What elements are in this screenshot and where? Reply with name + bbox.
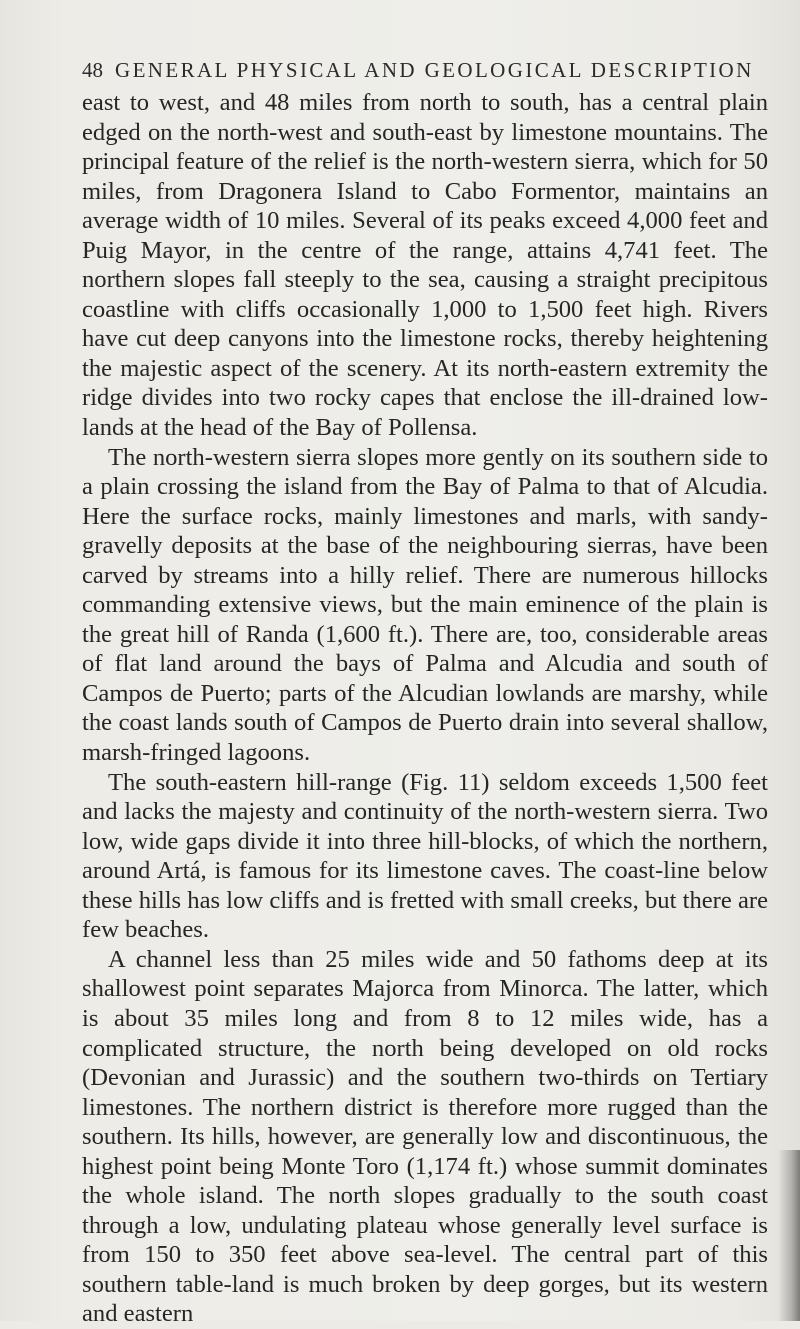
paragraph-1: east to west, and 48 miles from north to south, has a central plain edged on the north-west and south-east by limestone mountains. The principal feature of the relief is the north-western sierra, which for 50 miles, from Dragonera Island to Cabo Formentor, maintains an average width of 10 miles. Several of its peaks exceed 4,000 feet and Puig Mayor, in the centre of the range, attains 4,741 feet. The northern slopes fall steeply to the sea, causing a straight precipitous coastline with cliffs occasionally 1,000 to 1,500 feet high. Rivers have cut deep canyons into the limestone rocks, thereby heightening the majestic aspect of the scenery. At its north-eastern extremity the ridge divides into two rocky capes that enclose the ill-drained low-lands at the head of the Bay of Pollensa.	[82, 89, 768, 442]
running-head	[82, 58, 782, 83]
body-text	[82, 88, 768, 1329]
paragraph-3: The south-eastern hill-range (Fig. 11) seldom exceeds 1,500 feet and lacks the majesty and continuity of the north-western sierra. Two low, wide gaps divide it into three hill-blocks, of which the northern, around Artá, is famous for its limestone caves. The coast-line below these hills has low cliffs and is fretted with small creeks, but there are few beaches.	[82, 768, 768, 944]
paragraph-4: A channel less than 25 miles wide and 50 fathoms deep at its shallowest point separates Majorca from Minorca. The latter, which is about 35 miles long and from 8 to 12 miles wide, has a complicated structure, the north being developed on old rocks (Devonian and Jurassic) and the southern two-thirds on Tertiary limestones. The northern district is therefore more rugged than the southern. Its hills, however, are generally low and discontinuous, the highest point being Monte Toro (1,174 ft.) whose summit dominates the whole island. The north slopes gradually to the south coast through a low, undulating plateau whose generally level surface is from 150 to 350 feet above sea-level. The central part of this southern table-land is much broken by deep gorges, but its western and eastern	[82, 945, 768, 1328]
page-number: 48	[82, 58, 103, 82]
page-edge-shadow	[778, 1150, 800, 1321]
running-title: GENERAL PHYSICAL AND GEOLOGICAL DESCRIPTION	[115, 58, 754, 82]
paragraph-2: The north-western sierra slopes more gently on its southern side to a plain crossing the island from the Bay of Palma to that of Alcudia. Here the surface rocks, mainly limestones and marls, with sandy-gravelly deposits at the base of the neighbouring sierras, have been carved by streams into a hilly relief. There are numerous hillocks commanding extensive views, but the main eminence of the plain is the great hill of Randa (1,600 ft.). There are, too, considerable areas of flat land around the bays of Palma and Alcudia and south of Campos de Puerto; parts of the Alcudian lowlands are marshy, while the coast lands south of Campos de Puerto drain into several shallow, marsh-fringed lagoons.	[82, 443, 768, 767]
